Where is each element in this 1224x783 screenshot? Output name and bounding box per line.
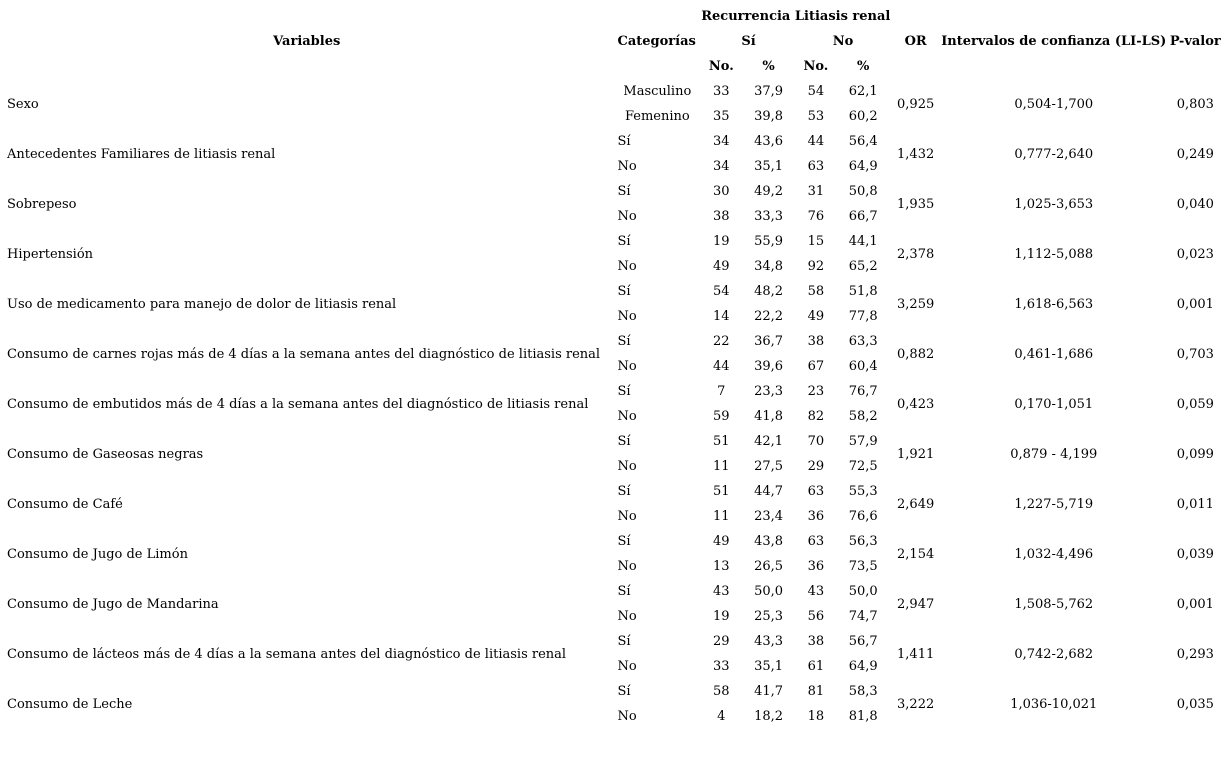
si-count: 51	[713, 484, 730, 499]
category-cell: No	[617, 309, 637, 324]
si-pct: 50,0	[754, 584, 784, 599]
category-cell: Sí	[617, 334, 631, 349]
no-pct: 63,3	[848, 334, 878, 349]
no-pct: 65,2	[848, 259, 878, 274]
si-count: 19	[713, 609, 730, 624]
no-pct: 58,2	[848, 409, 878, 424]
ci-value: 1,508-5,762	[1014, 596, 1094, 612]
si-count: 34	[713, 159, 730, 174]
si-count: 29	[713, 634, 730, 649]
no-pct: 76,6	[848, 509, 878, 524]
no-count: 23	[807, 384, 825, 399]
p-value: 0,035	[1176, 696, 1214, 712]
category-cell: No	[617, 509, 637, 524]
variable-label: Consumo de Jugo de Limón	[7, 546, 188, 562]
si-pct: 37,9	[754, 84, 784, 99]
variable-label: Consumo de Gaseosas negras	[7, 446, 204, 462]
no-pct: 50,8	[848, 184, 878, 199]
category-cell: No	[617, 259, 637, 274]
si-pct: 55,9	[754, 234, 784, 249]
category-cell: Sí	[617, 184, 631, 199]
si-count: 11	[713, 459, 730, 474]
p-value: 0,703	[1176, 346, 1214, 362]
table-row	[0, 379, 1224, 404]
variable-label: Sexo	[7, 96, 39, 112]
category-cell: Sí	[617, 684, 631, 699]
si-pct: 43,8	[754, 534, 784, 549]
si-pct: 22,2	[754, 309, 784, 324]
category-cell: Masculino	[623, 84, 692, 99]
p-value: 0,059	[1176, 396, 1214, 412]
or-value: 1,921	[897, 446, 935, 462]
no-count: 38	[807, 634, 825, 649]
si-count: 7	[717, 384, 726, 399]
no-count: 18	[807, 709, 825, 724]
si-pct: 36,7	[754, 334, 784, 349]
category-cell: Sí	[617, 284, 631, 299]
col-no: No	[832, 34, 854, 49]
si-count: 38	[713, 209, 730, 224]
si-count: 14	[713, 309, 730, 324]
p-value: 0,001	[1176, 296, 1214, 312]
ci-value: 0,879 - 4,199	[1010, 446, 1098, 462]
ci-value: 0,170-1,051	[1014, 396, 1094, 412]
ci-value: 0,777-2,640	[1014, 146, 1094, 162]
no-count: 54	[807, 84, 825, 99]
ci-value: 0,742-2,682	[1014, 646, 1094, 662]
variable-label: Consumo de Jugo de Mandarina	[7, 596, 219, 612]
or-value: 0,423	[897, 396, 935, 412]
p-value: 0,293	[1176, 646, 1214, 662]
si-count: 51	[713, 434, 730, 449]
p-value: 0,040	[1176, 196, 1214, 212]
table-row	[0, 329, 1224, 354]
variable-label: Consumo de lácteos más de 4 días a la semana antes del diagnóstico de litiasis renal	[7, 646, 567, 662]
group-title: Recurrencia Litiasis renal	[701, 9, 891, 24]
si-pct: 42,1	[754, 434, 784, 449]
no-pct: 56,3	[848, 534, 878, 549]
variable-label: Antecedentes Familiares de litiasis renal	[7, 146, 276, 162]
ci-value: 1,112-5,088	[1014, 246, 1094, 262]
p-value: 0,011	[1176, 496, 1214, 512]
si-pct: 23,3	[754, 384, 784, 399]
no-count: 29	[807, 459, 825, 474]
no-count: 81	[807, 684, 825, 699]
si-pct: 43,6	[754, 134, 784, 149]
ci-value: 1,618-6,563	[1014, 296, 1094, 312]
no-pct: 76,7	[848, 384, 878, 399]
si-pct: 49,2	[754, 184, 784, 199]
category-cell: No	[617, 159, 637, 174]
si-pct: 48,2	[754, 284, 784, 299]
col-ci: Intervalos de confianza (LI-LS)	[941, 34, 1167, 49]
category-cell: No	[617, 359, 637, 374]
si-count: 19	[713, 234, 730, 249]
variable-label: Hipertensión	[7, 246, 94, 262]
no-count: 15	[807, 234, 825, 249]
no-count: 82	[807, 409, 825, 424]
table-row	[0, 279, 1224, 304]
si-pct: 26,5	[754, 559, 784, 574]
sub-no-n: No.	[803, 59, 829, 74]
no-pct: 72,5	[848, 459, 878, 474]
si-count: 35	[713, 109, 730, 124]
table-row	[0, 429, 1224, 454]
si-count: 58	[713, 684, 730, 699]
or-value: 0,925	[897, 96, 935, 112]
si-count: 54	[713, 284, 730, 299]
no-pct: 50,0	[848, 584, 878, 599]
no-pct: 74,7	[848, 609, 878, 624]
ci-value: 0,504-1,700	[1014, 96, 1094, 112]
no-pct: 51,8	[848, 284, 878, 299]
no-count: 76	[807, 209, 825, 224]
si-pct: 18,2	[754, 709, 784, 724]
variable-label: Consumo de carnes rojas más de 4 días a la semana antes del diagnóstico de litiasis renal	[7, 346, 601, 362]
category-cell: No	[617, 559, 637, 574]
no-pct: 62,1	[848, 84, 878, 99]
si-pct: 35,1	[754, 659, 784, 674]
no-count: 63	[807, 534, 825, 549]
category-cell: Sí	[617, 134, 631, 149]
si-count: 4	[717, 709, 726, 724]
si-pct: 39,8	[754, 109, 784, 124]
ci-value: 1,036-10,021	[1010, 696, 1098, 712]
p-value: 0,039	[1176, 546, 1214, 562]
si-count: 59	[713, 409, 730, 424]
no-pct: 73,5	[848, 559, 878, 574]
si-pct: 43,3	[754, 634, 784, 649]
or-value: 1,432	[897, 146, 935, 162]
si-count: 33	[713, 84, 730, 99]
category-cell: Sí	[617, 534, 631, 549]
p-value: 0,001	[1176, 596, 1214, 612]
or-value: 2,947	[897, 596, 935, 612]
results-table	[0, 4, 1224, 729]
no-count: 36	[807, 509, 825, 524]
p-value: 0,803	[1176, 96, 1214, 112]
no-pct: 56,4	[848, 134, 878, 149]
si-pct: 39,6	[754, 359, 784, 374]
category-cell: Femenino	[624, 109, 690, 124]
ci-value: 0,461-1,686	[1014, 346, 1094, 362]
si-count: 30	[713, 184, 730, 199]
no-count: 92	[807, 259, 825, 274]
no-count: 67	[807, 359, 825, 374]
no-count: 56	[807, 609, 825, 624]
no-pct: 57,9	[848, 434, 878, 449]
table-row	[0, 79, 1224, 104]
si-pct: 27,5	[754, 459, 784, 474]
si-pct: 34,8	[754, 259, 784, 274]
table-row	[0, 129, 1224, 154]
table-row	[0, 229, 1224, 254]
no-count: 31	[807, 184, 825, 199]
category-cell: Sí	[617, 434, 631, 449]
si-count: 13	[713, 559, 730, 574]
category-cell: Sí	[617, 234, 631, 249]
si-count: 49	[713, 534, 730, 549]
si-count: 22	[713, 334, 730, 349]
variable-label: Uso de medicamento para manejo de dolor de litiasis renal	[7, 296, 397, 312]
category-cell: No	[617, 409, 637, 424]
si-count: 11	[713, 509, 730, 524]
si-pct: 23,4	[754, 509, 784, 524]
si-pct: 41,8	[754, 409, 784, 424]
no-count: 63	[807, 159, 825, 174]
or-value: 3,222	[897, 696, 935, 712]
no-pct: 60,2	[848, 109, 878, 124]
no-count: 49	[807, 309, 825, 324]
no-pct: 60,4	[848, 359, 878, 374]
variable-label: Sobrepeso	[7, 196, 77, 212]
no-pct: 81,8	[848, 709, 878, 724]
si-count: 44	[713, 359, 730, 374]
si-pct: 44,7	[754, 484, 784, 499]
category-cell: Sí	[617, 584, 631, 599]
or-value: 2,378	[897, 246, 935, 262]
col-or: OR	[904, 34, 927, 49]
ci-value: 1,032-4,496	[1014, 546, 1094, 562]
no-pct: 58,3	[848, 684, 878, 699]
col-pvalor: P-valor	[1169, 34, 1221, 49]
table-row	[0, 179, 1224, 204]
no-count: 58	[807, 284, 825, 299]
no-count: 53	[807, 109, 825, 124]
or-value: 3,259	[897, 296, 935, 312]
table-body	[0, 79, 1224, 729]
table-row	[0, 579, 1224, 604]
or-value: 1,935	[897, 196, 935, 212]
no-count: 36	[807, 559, 825, 574]
no-count: 44	[807, 134, 825, 149]
col-categorias: Categorías	[617, 34, 696, 49]
ci-value: 1,025-3,653	[1014, 196, 1094, 212]
sub-si-pct: %	[762, 59, 775, 74]
no-pct: 56,7	[848, 634, 878, 649]
category-cell: Sí	[617, 384, 631, 399]
col-variables: Variables	[273, 34, 341, 49]
si-count: 33	[713, 659, 730, 674]
category-cell: Sí	[617, 484, 631, 499]
category-cell: Sí	[617, 634, 631, 649]
p-value: 0,023	[1176, 246, 1214, 262]
col-si: Sí	[741, 34, 756, 49]
or-value: 1,411	[897, 646, 935, 662]
si-pct: 25,3	[754, 609, 784, 624]
si-count: 49	[713, 259, 730, 274]
si-count: 34	[713, 134, 730, 149]
ci-value: 1,227-5,719	[1014, 496, 1094, 512]
category-cell: No	[617, 709, 637, 724]
table-row	[0, 479, 1224, 504]
category-cell: No	[617, 209, 637, 224]
or-value: 2,154	[897, 546, 935, 562]
si-pct: 35,1	[754, 159, 784, 174]
no-count: 63	[807, 484, 825, 499]
no-pct: 44,1	[848, 234, 878, 249]
no-count: 43	[807, 584, 825, 599]
table-row	[0, 529, 1224, 554]
variable-label: Consumo de embutidos más de 4 días a la semana antes del diagnóstico de litiasis renal	[7, 396, 589, 412]
sub-no-pct: %	[856, 59, 870, 74]
si-pct: 33,3	[754, 209, 784, 224]
no-pct: 77,8	[848, 309, 878, 324]
no-pct: 64,9	[848, 659, 878, 674]
no-count: 70	[807, 434, 825, 449]
category-cell: No	[617, 609, 637, 624]
or-value: 2,649	[897, 496, 935, 512]
or-value: 0,882	[897, 346, 935, 362]
category-cell: No	[617, 659, 637, 674]
variable-label: Consumo de Café	[7, 496, 123, 512]
no-pct: 55,3	[848, 484, 878, 499]
p-value: 0,249	[1176, 146, 1214, 162]
category-cell: No	[617, 459, 637, 474]
si-count: 43	[713, 584, 730, 599]
no-pct: 64,9	[848, 159, 878, 174]
sub-si-n: No.	[708, 59, 734, 74]
variable-label: Consumo de Leche	[7, 696, 133, 712]
table-row	[0, 679, 1224, 704]
table-row	[0, 629, 1224, 654]
no-count: 38	[807, 334, 825, 349]
si-pct: 41,7	[754, 684, 784, 699]
p-value: 0,099	[1176, 446, 1214, 462]
no-count: 61	[807, 659, 825, 674]
no-pct: 66,7	[848, 209, 878, 224]
